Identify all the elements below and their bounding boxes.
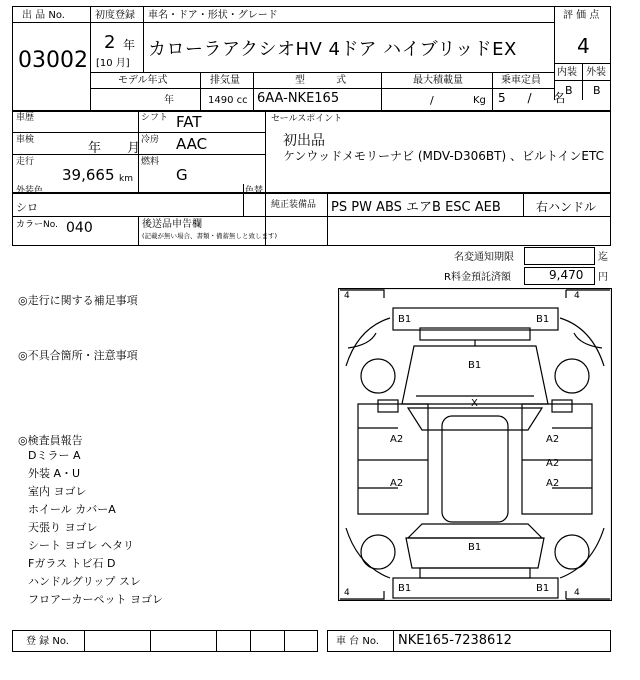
driving-notes-label: ◎走行に関する補足事項 <box>18 294 138 307</box>
tire-label-bottom-left: 4 <box>344 588 350 598</box>
mileage-label: 走行 <box>16 157 35 167</box>
capacity-value: 5 / 名 <box>498 91 566 105</box>
mark-rear-bumper-right: B1 <box>536 583 550 594</box>
first-reg-year-unit: 年 <box>123 38 136 52</box>
car-name: カローラアクシオHV 4ドア ハイブリッドEX <box>148 39 517 60</box>
tire-label-top-left: 4 <box>344 291 350 301</box>
mileage-unit: km <box>119 174 133 184</box>
tire-label-bottom-right: 4 <box>574 588 580 598</box>
mark-right-front-door: A2 <box>546 434 560 445</box>
recycle-value: 9,470 <box>549 268 584 282</box>
model-year-label: モデル年式 <box>118 75 168 86</box>
tire-label-top-right: 4 <box>574 291 580 301</box>
mark-trunk: B1 <box>468 542 482 553</box>
name-change-box <box>524 247 595 265</box>
score-label: 評 価 点 <box>563 10 600 21</box>
ac-value: AAC <box>176 135 208 153</box>
first-reg-label: 初度登録 <box>95 10 135 21</box>
inspector-item: Dミラー A <box>28 449 81 462</box>
fuel-value: G <box>176 166 188 184</box>
exterior-grade: B <box>593 84 601 97</box>
first-reg-year: 2 <box>104 32 116 53</box>
shift-value: FAT <box>176 113 202 131</box>
displacement-label: 排気量 <box>210 75 240 86</box>
inspection-label: 車検 <box>16 135 35 145</box>
post-report-label: 後送品申告欄 <box>142 219 202 230</box>
mark-front-bumper-right: B1 <box>536 314 550 325</box>
mark-left-rear-door: A2 <box>390 478 404 489</box>
name-change-unit: 迄 <box>598 252 608 263</box>
shift-label: シフト <box>141 113 169 123</box>
sales-point-label: セールスポイント <box>271 114 343 124</box>
equipment-value: PS PW ABS エアB ESC AEB <box>331 200 501 215</box>
steering-value: 右ハンドル <box>536 200 597 214</box>
displacement-value: 1490 cc <box>208 95 248 106</box>
defects-notes-label: ◎不具合箇所・注意事項 <box>18 349 138 362</box>
ext-color-label: 外装色 <box>16 186 44 196</box>
recycle-unit: 円 <box>598 272 608 283</box>
type-label: 型 式 <box>295 75 347 86</box>
lot-number: 03002 <box>18 48 88 73</box>
post-report-note: (記載が無い場合、書類・備蓄無しと致します) <box>142 232 278 240</box>
inspector-item: フロアーカーペット ヨゴレ <box>28 593 163 606</box>
mark-right-rear-door: A2 <box>546 478 560 489</box>
inspector-item: 天張り ヨゴレ <box>28 521 98 534</box>
sales-point-line-2: ケンウッドメモリーナビ (MDV-D306BT) 、ビルトインETC <box>283 149 604 163</box>
inspector-item: シート ヨゴレ ヘタリ <box>28 539 134 552</box>
inspector-item: ホイール カバーA <box>28 503 116 516</box>
mileage-value: 39,665 <box>62 166 115 184</box>
capacity-label: 乗車定員 <box>501 75 541 86</box>
first-reg-month: [10 月] <box>96 58 130 69</box>
inspection-value: 年 月 <box>88 141 141 156</box>
mark-right-mid: A2 <box>546 458 560 469</box>
score-value: 4 <box>577 34 590 58</box>
chassis-no-label: 車 台 No. <box>336 636 379 647</box>
mark-left-front-door: A2 <box>390 434 404 445</box>
inspector-item: ハンドルグリップ スレ <box>28 575 141 588</box>
name-change-label: 名変通知期限 <box>454 252 514 263</box>
fuel-label: 燃料 <box>141 157 160 167</box>
ac-label: 冷房 <box>141 135 160 145</box>
reg-no-label: 登 録 No. <box>26 636 69 647</box>
color-no-label: カラーNo. <box>16 220 58 230</box>
color-no-value: 040 <box>66 220 93 236</box>
sales-point-line-1: 初出品 <box>283 133 325 149</box>
mark-hood: B1 <box>468 360 482 371</box>
interior-label: 内装 <box>557 67 577 78</box>
equipment-label: 純正装備品 <box>271 200 317 210</box>
inspector-item: Fガラス トビ石 D <box>28 557 116 570</box>
max-load-value: / <box>430 94 434 107</box>
interior-grade: B <box>565 84 573 97</box>
mark-windshield: X <box>471 398 478 409</box>
inspector-item: 室内 ヨゴレ <box>28 485 87 498</box>
max-load-unit: Kg <box>473 95 486 106</box>
history-label: 車歴 <box>16 113 35 123</box>
chassis-no-value: NKE165-7238612 <box>398 633 512 648</box>
inspector-report-label: ◎検査員報告 <box>18 434 83 447</box>
car-name-label: 車名・ドア・形状・グレード <box>148 10 278 21</box>
exterior-label: 外装 <box>586 67 606 78</box>
car-damage-diagram <box>338 288 612 601</box>
color-change-label: 色替 <box>245 186 264 196</box>
mark-rear-bumper-left: B1 <box>398 583 412 594</box>
recycle-label: R料金預託済額 <box>444 272 511 283</box>
lot-label: 出 品 No. <box>22 10 65 21</box>
type-value: 6AA-NKE165 <box>257 91 340 106</box>
ext-color-value: シロ <box>16 201 38 214</box>
inspector-item: 外装 A・U <box>28 467 81 480</box>
model-year-unit: 年 <box>164 95 174 106</box>
mark-front-bumper-left: B1 <box>398 314 412 325</box>
max-load-label: 最大積載量 <box>413 75 463 86</box>
